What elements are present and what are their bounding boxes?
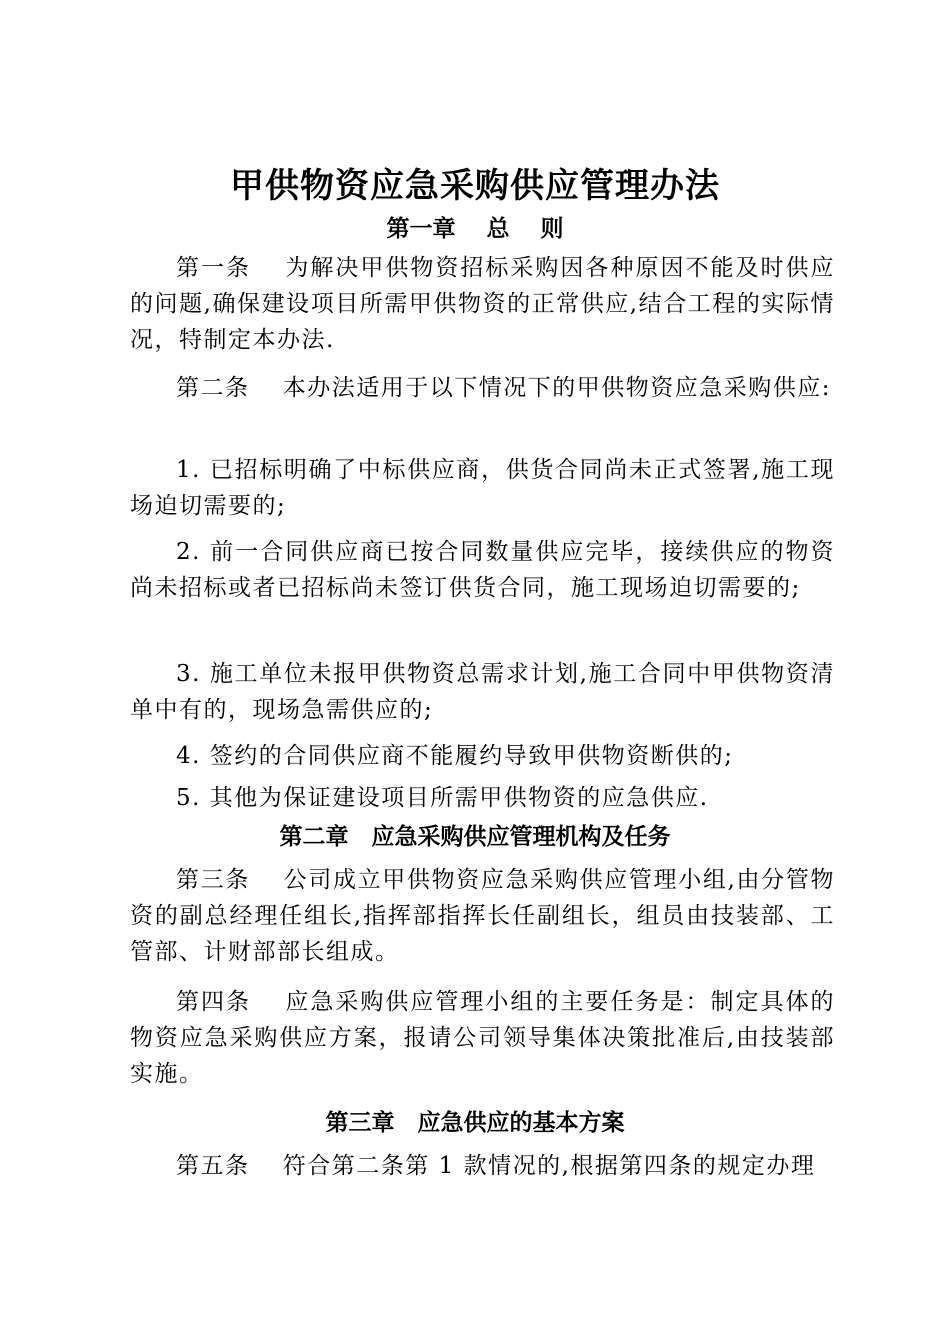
article-4: 第四条 应急采购供应管理小组的主要任务是：制定具体的物资应急采购供应方案，报请公司领导集体决策批准后,由技装部实施。: [130, 989, 835, 1087]
article-2-item-5: 5. 其他为保证建设项目所需甲供物资的应急供应.: [176, 785, 709, 811]
document-title: 甲供物资应急采购供应管理办法: [230, 166, 720, 206]
chapter-1-heading: 第一章 总 则: [386, 216, 564, 242]
article-2-item-1: 1. 已招标明确了中标供应商，供货合同尚未正式签署,施工现场迫切需要的;: [130, 457, 835, 519]
article-2-item-3: 3. 施工单位未报甲供物资总需求计划,施工合同中甲供物资清单中有的，现场急需供应的;: [130, 661, 835, 723]
article-2-item-4: 4. 签约的合同供应商不能履约导致甲供物资断供的;: [176, 743, 734, 769]
article-2-item-2: 2. 前一合同供应商已按合同数量供应完毕，接续供应的物资尚未招标或者已招标尚未签订供货合同，施工现场迫切需要的;: [130, 539, 835, 601]
chapter-2-heading: 第二章 应急采购供应管理机构及任务: [279, 824, 671, 850]
chapter-3-heading: 第三章 应急供应的基本方案: [325, 1110, 625, 1136]
article-3: 第三条 公司成立甲供物资应急采购供应管理小组,由分管物资的副总经理任组长,指挥部指挥长任副组长，组员由技装部、工管部、计财部部长组成。: [130, 867, 835, 965]
article-1: 第一条 为解决甲供物资招标采购因各种原因不能及时供应的问题,确保建设项目所需甲供物资的正常供应,结合工程的实际情况，特制定本办法.: [130, 255, 835, 353]
article-5: 第五条 符合第二条第 1 款情况的,根据第四条的规定办理: [176, 1153, 816, 1179]
article-2: 第二条 本办法适用于以下情况下的甲供物资应急采购供应:: [176, 375, 832, 401]
